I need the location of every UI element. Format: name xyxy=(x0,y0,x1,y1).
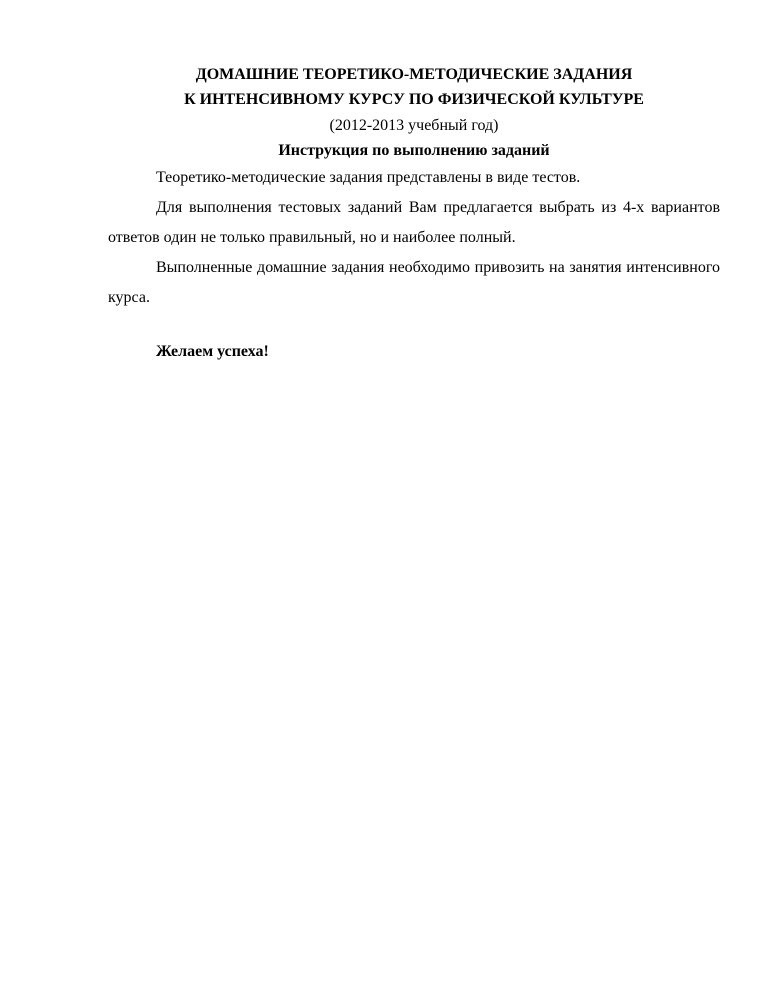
paragraph-tests: Теоретико-методические задания представлены в виде тестов. xyxy=(156,169,581,186)
document-body xyxy=(108,62,720,367)
academic-year: (2012-2013 учебный год) xyxy=(329,117,499,134)
paragraph-homework: Выполненные домашние задания необходимо привозить на занятия интенсивного курса. xyxy=(108,259,720,306)
document-title-line-1: ДОМАШНИЕ ТЕОРЕТИКО-МЕТОДИЧЕСКИЕ ЗАДАНИЯ xyxy=(195,66,633,83)
instruction-heading: Инструкция по выполнению заданий xyxy=(278,142,550,159)
closing-wish: Желаем успеха! xyxy=(156,343,269,360)
paragraph-answer-choice: Для выполнения тестовых заданий Вам предлагается выбрать из 4-х вариантов ответов один не только правильный, но и наиболее полный. xyxy=(108,199,720,246)
document-title-line-2: К ИНТЕНСИВНОМУ КУРСУ ПО ФИЗИЧЕСКОЙ КУЛЬТУРЕ xyxy=(184,91,644,108)
